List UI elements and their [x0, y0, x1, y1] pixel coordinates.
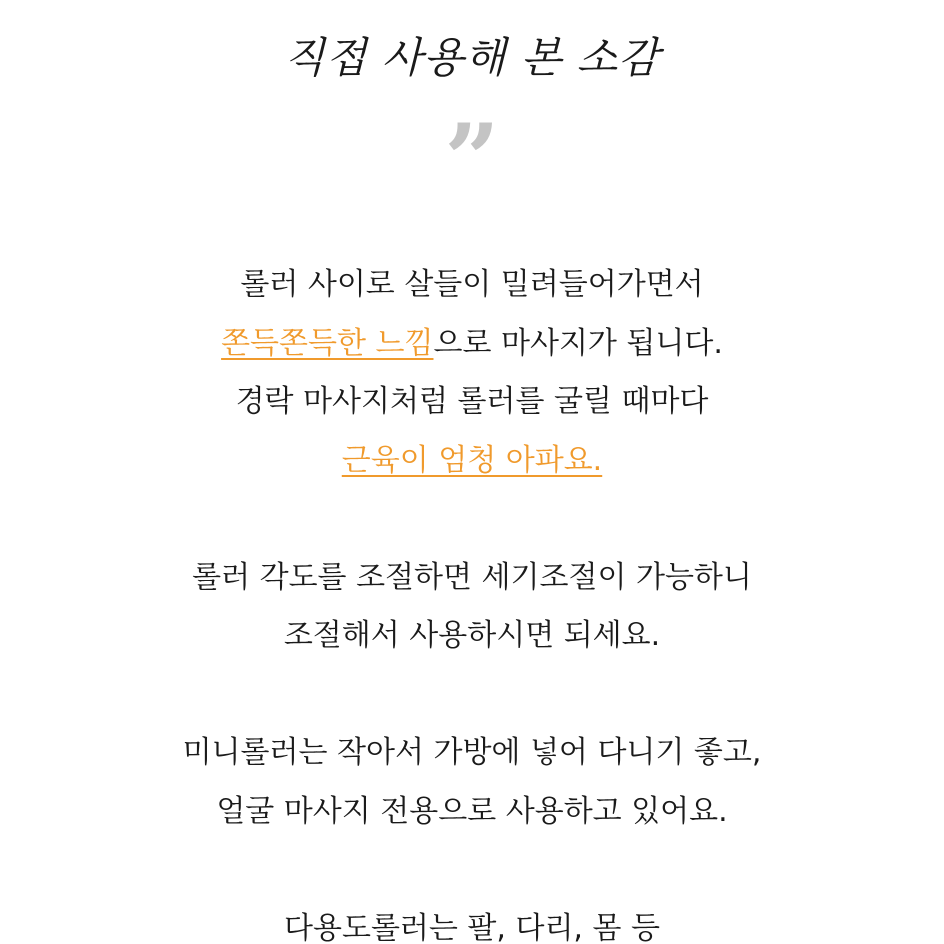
text-line: 얼굴 마사지 전용으로 사용하고 있어요.	[216, 793, 728, 829]
text-line: 경락 마사지처럼 롤러를 굴릴 때마다	[235, 384, 709, 419]
text-segment: 으로 마사지가 됩니다.	[433, 325, 723, 361]
highlighted-phrase: 쫀득쫀득한 느낌	[221, 325, 434, 361]
text-line: 다용도롤러는 팔, 다리, 몸 등	[284, 910, 660, 944]
paragraph-spacer	[0, 666, 944, 725]
text-line	[0, 315, 944, 374]
review-body	[0, 256, 944, 944]
highlighted-phrase: 근육이 엄청 아파요.	[341, 442, 603, 478]
text-line: 롤러 사이로 살들이 밀려들어가면서	[240, 267, 704, 302]
quote-mark-icon: ”	[444, 103, 500, 216]
text-line	[0, 432, 944, 491]
text-line: 조절해서 사용하시면 되세요.	[283, 618, 661, 653]
section-title: 직접 사용해 본 소감	[284, 33, 660, 82]
paragraph-spacer	[0, 841, 944, 900]
text-line: 미니롤러는 작아서 가방에 넣어 다니기 좋고,	[182, 735, 762, 770]
text-line: 롤러 각도를 조절하면 세기조절이 가능하니	[192, 559, 752, 595]
paragraph-spacer	[0, 490, 944, 549]
